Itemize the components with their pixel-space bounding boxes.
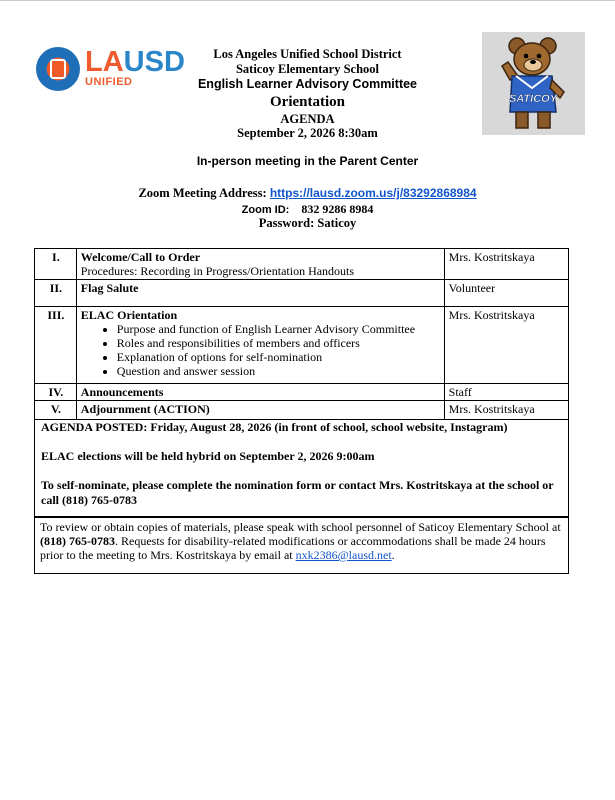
school-name: Saticoy Elementary School xyxy=(235,62,380,76)
agenda-item-title: Announcements xyxy=(76,384,444,401)
self-nomination-notice: To self-nominate, please complete the nomination form or contact Mrs. Kostritskaya at the school or call (818) 765-0783 xyxy=(41,478,554,507)
contact-info-box xyxy=(34,517,569,574)
committee-name: English Learner Advisory Committee xyxy=(197,77,418,91)
contact-text-2: . Requests for disability-related modifications or accommodations shall be made 24 hours prior to the meeting to Mrs. Kostritskaya by email at xyxy=(40,534,546,562)
agenda-item-title: ELAC Orientation xyxy=(80,308,178,322)
contact-text-1: To review or obtain copies of materials, please speak with school personnel of Saticoy Elementary School at xyxy=(40,520,561,534)
logo-word-la: LA xyxy=(85,46,124,78)
agenda-item-number: IV. xyxy=(35,384,77,401)
agenda-item-title: Welcome/Call to Order xyxy=(80,250,201,264)
agenda-item-number: III. xyxy=(35,307,77,384)
notice-box xyxy=(34,416,569,517)
table-row xyxy=(35,307,569,384)
list-item: • Purpose and function of English Learner Advisory Committee xyxy=(117,322,440,336)
agenda-item-presenter: Mrs. Kostritskaya xyxy=(444,249,568,280)
agenda-item-number: I. xyxy=(35,249,77,280)
zoom-address-label: Zoom Meeting Address: xyxy=(138,186,267,200)
district-name: Los Angeles Unified School District xyxy=(213,47,402,61)
agenda-item-presenter: Staff xyxy=(444,384,568,401)
logo-subtitle: UNIFIED xyxy=(85,76,133,88)
list-item: • Question and answer session xyxy=(117,364,440,378)
elections-notice: ELAC elections will be held hybrid on September 2, 2026 9:00am xyxy=(41,449,375,463)
page-top-border xyxy=(0,0,615,1)
list-item: • Roles and responsibilities of members and officers xyxy=(117,336,440,350)
agenda-item-number: II. xyxy=(35,280,77,307)
list-item: • Explanation of options for self-nomination xyxy=(117,350,440,364)
agenda-item-presenter: Volunteer xyxy=(444,280,568,307)
zoom-id-value: 832 9286 8984 xyxy=(301,202,374,216)
meeting-datetime: September 2, 2026 8:30am xyxy=(237,126,378,140)
meeting-title: Orientation xyxy=(270,94,345,110)
contact-text-3: . xyxy=(391,548,395,562)
agenda-item-cell xyxy=(76,249,444,280)
agenda-item-number: V. xyxy=(35,401,77,420)
zoom-address-line xyxy=(0,186,615,201)
zoom-id-line xyxy=(0,202,615,217)
agenda-item-title: Adjournment (ACTION) xyxy=(76,401,444,420)
table-row xyxy=(35,384,569,401)
agenda-posted-notice: AGENDA POSTED: Friday, August 28, 2026 (in front of school, school website, Instagram) xyxy=(41,420,508,434)
zoom-id-label: Zoom ID: xyxy=(241,204,290,216)
agenda-item-cell xyxy=(76,307,444,384)
mascot-jersey-text: SATICOY xyxy=(508,93,558,105)
agenda-item-presenter: Mrs. Kostritskaya xyxy=(444,307,568,384)
agenda-heading: AGENDA xyxy=(280,112,335,126)
table-row xyxy=(35,249,569,280)
meeting-place: In-person meeting in the Parent Center xyxy=(196,154,419,168)
zoom-password: Password: Saticoy xyxy=(258,216,357,230)
agenda-item-title: Flag Salute xyxy=(76,280,444,307)
agenda-bullet-list xyxy=(81,322,440,378)
agenda-item-presenter: Mrs. Kostritskaya xyxy=(444,401,568,420)
contact-phone: (818) 765-0783 xyxy=(40,534,115,548)
agenda-item-detail: Procedures: Recording in Progress/Orientation Handouts xyxy=(80,264,355,278)
table-row xyxy=(35,280,569,307)
agenda-table xyxy=(34,248,569,420)
contact-email-link[interactable]: nxk2386@lausd.net xyxy=(295,548,392,562)
zoom-meeting-link[interactable]: https://lausd.zoom.us/j/83292868984 xyxy=(269,186,477,200)
logo-word-usd: USD xyxy=(123,46,185,78)
